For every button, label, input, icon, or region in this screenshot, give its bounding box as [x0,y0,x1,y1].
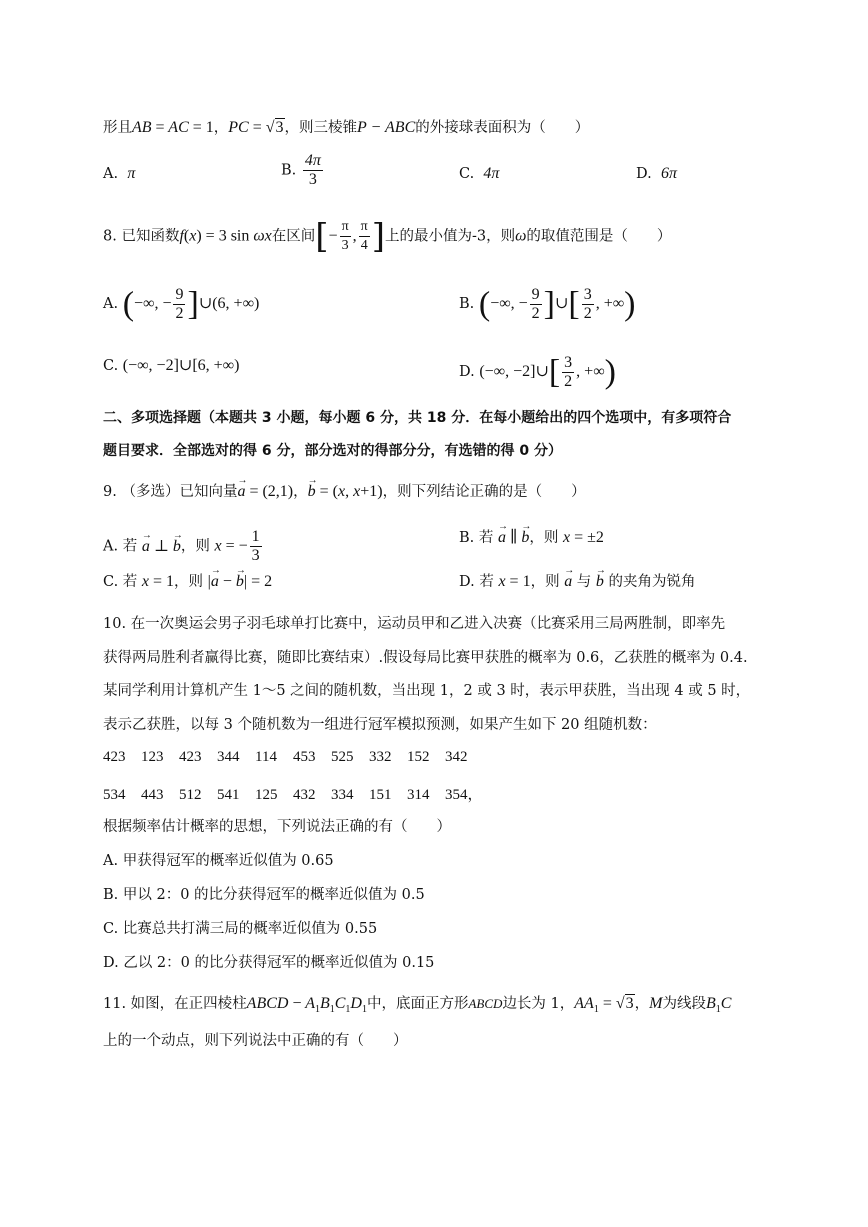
q7-mid: ，则三棱锥 [284,120,358,136]
q7-option-d[interactable]: D. 6π [636,165,677,182]
q10-option-d[interactable]: D. 乙以 2：0 的比分获得冠军的概率近似值为 0.15 [103,955,435,971]
q8-stem: 8. 已知函数f(x) = 3 sin ωx在区间[− $\frac{\pi}{3}$ , $\frac{\pi}{4}$ ]上的最小值为-3，则ω的取值范围是（ ） [103,216,672,257]
section2-heading-line2: 题目要求．全部选对的得 6 分，部分选对的得部分分，有选错的得 0 分） [103,443,562,459]
q9-option-c[interactable]: C. 若 x = 1，则 |→ a − → b| = 2 [103,572,272,592]
q10-option-b[interactable]: B. 甲以 2：0 的比分获得冠军的概率近似值为 0.5 [103,887,425,903]
random-number: 432 [293,787,316,803]
q7-option-b[interactable]: B. $\frac{4\pi}{3}$ [281,152,321,188]
q10-stem-line2: 获得两局胜利者赢得比赛，随即比赛结束）.假设每局比赛甲获胜的概率为 0.6，乙获胜的概率为 0.4. [103,650,748,666]
random-number: 443 [141,787,164,803]
q11-stem-line1: 11. 如图，在正四棱柱ABCD − $A_1B_1C_1D_1$中，底面正方形ABCD边长为 1，$AA_1 = √3$，M为线段$B_1C$ [103,995,732,1016]
q7-option-c[interactable]: C. 4π [459,165,500,182]
random-number: 342 [445,749,468,765]
q11-segment: $B_1C$ [705,995,732,1016]
random-number: 152 [407,749,430,765]
q8-interval-left: $\frac{\pi}{3}$ [341,219,349,253]
q10-random-row2 [103,783,483,804]
random-number: 453 [293,749,316,765]
random-number: 423 [179,749,202,765]
q7-cond2: PC = √3 [228,119,284,136]
q10-question: 根据频率估计概率的思想，下列说法正确的有（ ） [103,819,451,835]
section2-heading-line1: 二、多项选择题（本题共 3 小题，每小题 6 分，共 18 分．在每小题给出的四个选项中，有多项符合 [103,410,732,426]
random-number: 354， [445,787,483,803]
q9-option-b[interactable]: B. 若 → a ∥ → b，则 x = ±2 [459,528,604,548]
random-number: 525 [331,749,354,765]
q7-stem [103,118,589,138]
random-number: 534 [103,787,126,803]
random-number: 512 [179,787,202,803]
random-number: 344 [217,749,240,765]
random-number: 541 [217,787,240,803]
q8-option-b[interactable]: B. (−∞, − $\frac{9}{2}$ ]∪[ $\frac{3}{2}$ , +∞) [459,285,636,323]
q7-option-a[interactable]: A. π [103,165,136,182]
random-number: 423 [103,749,126,765]
q8-interval-right: $\frac{\pi}{4}$ [360,219,368,253]
q10-stem-line3: 某同学利用计算机产生 1～5 之间的随机数，当出现 1，2 或 3 时，表示甲获胜，当出现 4 或 5 时， [103,683,751,699]
q10-stem-line1: 10. 在一次奥运会男子羽毛球单打比赛中，运动员甲和乙进入决赛（比赛采用三局两胜制，即率先 [103,616,726,632]
q7-option-b-fraction: $\frac{4\pi}{3}$ [304,152,321,188]
q11-edge: $AA_1 = √3$ [574,995,634,1016]
q9-stem: 9. （多选）已知向量→ a = (2,1)，→ b = (x, x+1)，则下列结论正确的是（ ） [103,482,586,502]
q10-option-a[interactable]: A. 甲获得冠军的概率近似值为 0.65 [103,853,334,869]
q10-random-row1 [103,749,483,766]
q11-stem-line2: 上的一个动点，则下列说法中正确的有（ ） [103,1033,408,1049]
q7-solid: P − ABC [357,119,416,136]
q9-vector-b: → b = (x, x+1) [308,483,383,500]
q7-prefix: 形且 [103,120,132,136]
random-number: 334 [331,787,354,803]
q10-option-c[interactable]: C. 比赛总共打满三局的概率近似值为 0.55 [103,921,378,937]
random-number: 314 [407,787,430,803]
random-number: 151 [369,787,392,803]
random-number: 123 [141,749,164,765]
random-number: 114 [255,749,277,765]
q11-prism: ABCD − $A_1B_1C_1D_1$ [246,995,367,1016]
random-number: 125 [255,787,278,803]
random-number: 332 [369,749,392,765]
q9-option-a[interactable]: A. 若 → a ⊥ → b，则 x = − $\frac{1}{3}$ [103,528,264,565]
q9-vector-a: → a = (2,1) [237,483,293,500]
q8-option-d[interactable]: D. (−∞, −2]∪[ $\frac{3}{2}$ , +∞) [459,353,616,391]
q9-option-d[interactable]: D. 若 x = 1，则 → a 与 → b 的夹角为锐角 [459,572,696,592]
q8-function: f(x) = 3 sin ωx [179,227,272,245]
q10-stem-line4: 表示乙获胜，以每 3 个随机数为一组进行冠军模拟预测，如果产生如下 20 组随机数： [103,717,657,733]
q7-suffix: 的外接球表面积为（ ） [415,120,590,136]
q8-option-a[interactable]: A. (−∞, − $\frac{9}{2}$ ]∪(6, +∞) [103,285,260,323]
q7-sep: ， [213,120,229,136]
q8-option-c[interactable]: C. (−∞, −2]∪[6, +∞) [103,357,240,374]
q7-cond1: AB = AC = 1 [132,119,214,136]
